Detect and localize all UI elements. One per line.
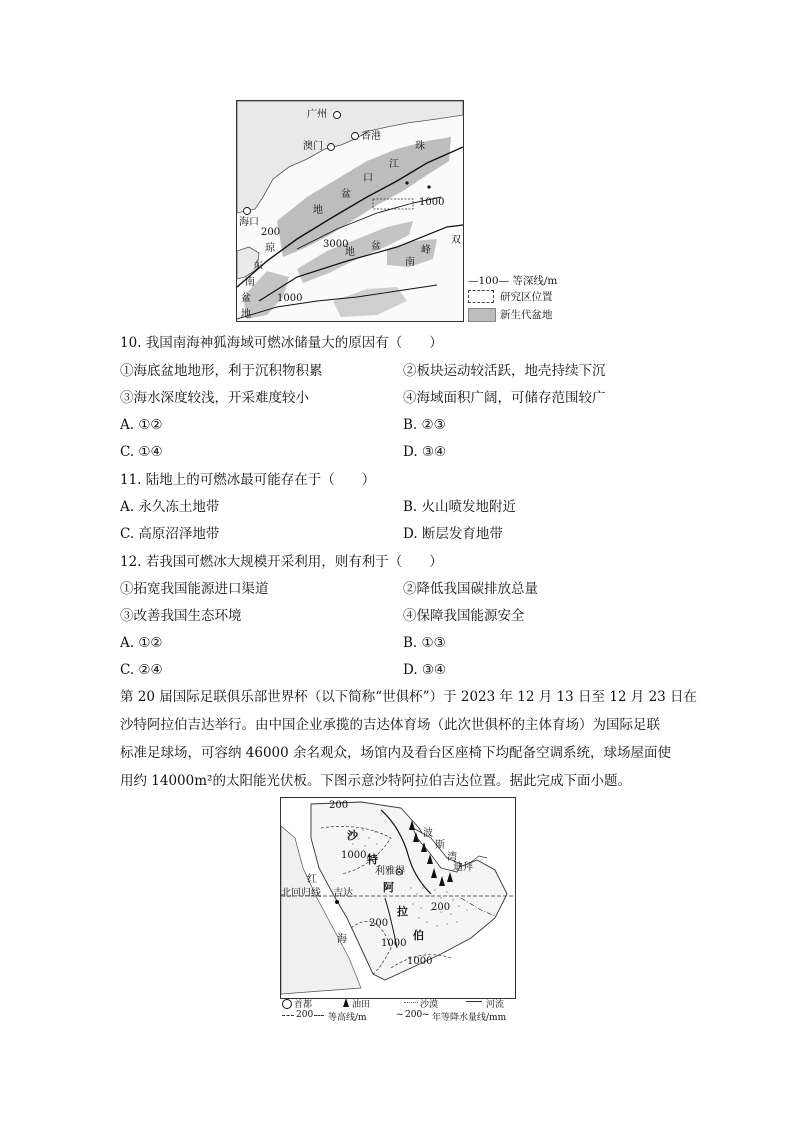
label-zhu: 珠	[415, 141, 425, 152]
label-la: 拉	[397, 905, 408, 918]
q10-statement-3: ③海水深度较浅，开采难度较小	[120, 390, 309, 406]
legend-river: 河流	[486, 1000, 505, 1010]
label-persian-si: 斯	[435, 840, 445, 851]
label-macau: 澳门	[303, 141, 323, 152]
label-contour-1000b: 1000	[381, 938, 407, 949]
q10-option-a[interactable]: A. ①②	[120, 417, 163, 433]
label-bo: 伯	[413, 929, 424, 942]
label-nan1: 南	[245, 277, 255, 288]
label-isobath-1000a: 1000	[419, 197, 445, 208]
label-kou: 口	[363, 173, 373, 184]
legend-isohyet: 年等降水量线/mm	[432, 1013, 507, 1023]
label-qiong: 琼	[265, 243, 275, 254]
saudi-arabia-map	[280, 797, 516, 999]
q12-option-b[interactable]: B. ①③	[403, 635, 446, 651]
legend-study-area-swatch	[468, 290, 494, 303]
q12-stem: 12. 若我国可燃冰大规模开采利用，则有利于（ ）	[120, 554, 443, 570]
q12-option-a[interactable]: A. ①②	[120, 635, 163, 651]
passage-line-4: 用约 14000m²的太阳能光伏板。下图示意沙特阿拉伯吉达位置。据此完成下面小题。	[120, 773, 631, 789]
label-contour-200a: 200	[329, 800, 349, 811]
legend-isohyet-tilde-2: ~	[422, 1010, 430, 1020]
q12-statement-2: ②降低我国碳排放总量	[403, 581, 538, 597]
legend-river-symbol	[466, 1001, 482, 1003]
q10-stem: 10. 我国南海神狐海域可燃冰储量大的原因有（ ）	[120, 335, 443, 351]
label-isohyet-200b: 200	[431, 902, 451, 913]
label-di1: 地	[313, 205, 323, 216]
label-riyadh: 利雅得	[375, 866, 405, 877]
q12-statement-1: ①拓宽我国能源进口渠道	[120, 581, 269, 597]
q11-option-d[interactable]: D. 断层发育地带	[403, 526, 503, 542]
q11-option-b[interactable]: B. 火山喷发地附近	[403, 499, 517, 515]
label-hongkong: 香港	[361, 131, 381, 142]
legend-basin: 新生代盆地	[500, 309, 553, 321]
jeddah-marker	[335, 900, 339, 904]
legend-oilfield: 油田	[352, 1000, 371, 1010]
label-isobath-200: 200	[261, 227, 281, 238]
label-pen1: 盆	[341, 189, 351, 200]
legend-contour-value: 200	[296, 1010, 314, 1020]
q10-statement-1: ①海底盆地地形，利于沉积物积累	[120, 363, 323, 379]
q12-statement-4: ④保障我国能源安全	[403, 608, 525, 624]
legend-desert: 沙漠	[420, 1000, 439, 1010]
legend-basin-swatch	[468, 308, 496, 322]
label-isobath-3000: 3000	[323, 239, 349, 250]
label-jeddah: 吉达	[333, 888, 353, 899]
label-red: 红	[307, 874, 317, 885]
label-guangzhou: 广州	[307, 109, 327, 120]
label-haikou: 海口	[239, 217, 259, 228]
legend-contour-line-left	[282, 1015, 294, 1016]
q10-option-b[interactable]: B. ②③	[403, 417, 446, 433]
label-contour-1000a: 1000	[341, 850, 367, 861]
legend-isohyet-tilde: ~	[396, 1010, 404, 1020]
q10-option-c[interactable]: C. ①④	[120, 444, 163, 460]
south-china-sea-map	[236, 100, 464, 322]
label-feng: 峰	[421, 245, 431, 256]
legend-study-area: 研究区位置	[500, 291, 553, 303]
label-isobath-1000b: 1000	[277, 293, 303, 304]
legend-contour-line-right	[314, 1015, 324, 1016]
label-te: 特	[367, 853, 378, 866]
label-nan2: 南	[405, 257, 415, 268]
legend-desert-symbol	[404, 1002, 418, 1004]
label-jiang: 江	[389, 159, 399, 170]
legend-isobath: —100— 等深线/m	[468, 275, 558, 287]
q12-statement-3: ③改善我国生态环境	[120, 608, 242, 624]
q12-option-d[interactable]: D. ③④	[403, 662, 447, 678]
label-pen2: 盆	[241, 293, 251, 304]
q11-option-a[interactable]: A. 永久冻土地带	[120, 499, 220, 515]
legend-isohyet-value: 200	[405, 1010, 423, 1020]
label-persian-wan: 湾	[447, 852, 457, 863]
label-sha: 沙	[347, 829, 358, 842]
label-dong: 东	[253, 261, 263, 272]
q10-statement-4: ④海域面积广阔，可储存范围较广	[403, 390, 606, 406]
label-shuang: 双	[451, 235, 461, 246]
label-di3: 地	[345, 247, 355, 258]
q10-option-d[interactable]: D. ③④	[403, 444, 447, 460]
guangzhou-marker	[334, 112, 341, 119]
q11-option-c[interactable]: C. 高原沼泽地带	[120, 526, 220, 542]
legend-contour: 等高线/m	[328, 1013, 367, 1023]
macau-marker	[328, 144, 335, 151]
label-a: 阿	[383, 881, 394, 894]
legend-capital: 首都	[294, 1000, 313, 1010]
label-persian-bo: 波	[423, 828, 433, 839]
passage-line-3: 标准足球场，可容纳 46000 余名观众，场馆内及看台区座椅下均配备空调系统，球场屋面使	[120, 745, 672, 761]
haikou-marker	[244, 208, 251, 215]
label-isohyet-200c: 200	[369, 918, 389, 929]
q11-stem: 11. 陆地上的可燃冰最可能存在于（ ）	[120, 472, 376, 488]
label-contour-1000c: 1000	[407, 956, 433, 967]
legend-oilfield-symbol	[343, 998, 349, 1007]
legend-capital-symbol	[282, 999, 292, 1009]
label-pen3: 盆	[371, 241, 381, 252]
label-sea: 海	[337, 934, 347, 945]
label-dubai: 迪拜	[453, 862, 473, 873]
map1-graphic	[237, 101, 463, 321]
passage-line-2: 沙特阿拉伯吉达举行。由中国企业承揽的吉达体育场（此次世俱杯的主体育场）为国际足联	[120, 717, 660, 733]
well-dot	[427, 185, 430, 188]
label-di2: 地	[241, 309, 251, 320]
q12-option-c[interactable]: C. ②④	[120, 662, 163, 678]
passage-line-1: 第 20 届国际足联俱乐部世界杯（以下简称“世俱杯”）于 2023 年 12 月 13 日至 12 月 23 日在	[120, 689, 698, 705]
well-dot	[405, 181, 408, 184]
label-tropic: 北回归线	[281, 888, 321, 899]
q10-statement-2: ②板块运动较活跃，地壳持续下沉	[403, 363, 606, 379]
hongkong-marker	[352, 133, 359, 140]
